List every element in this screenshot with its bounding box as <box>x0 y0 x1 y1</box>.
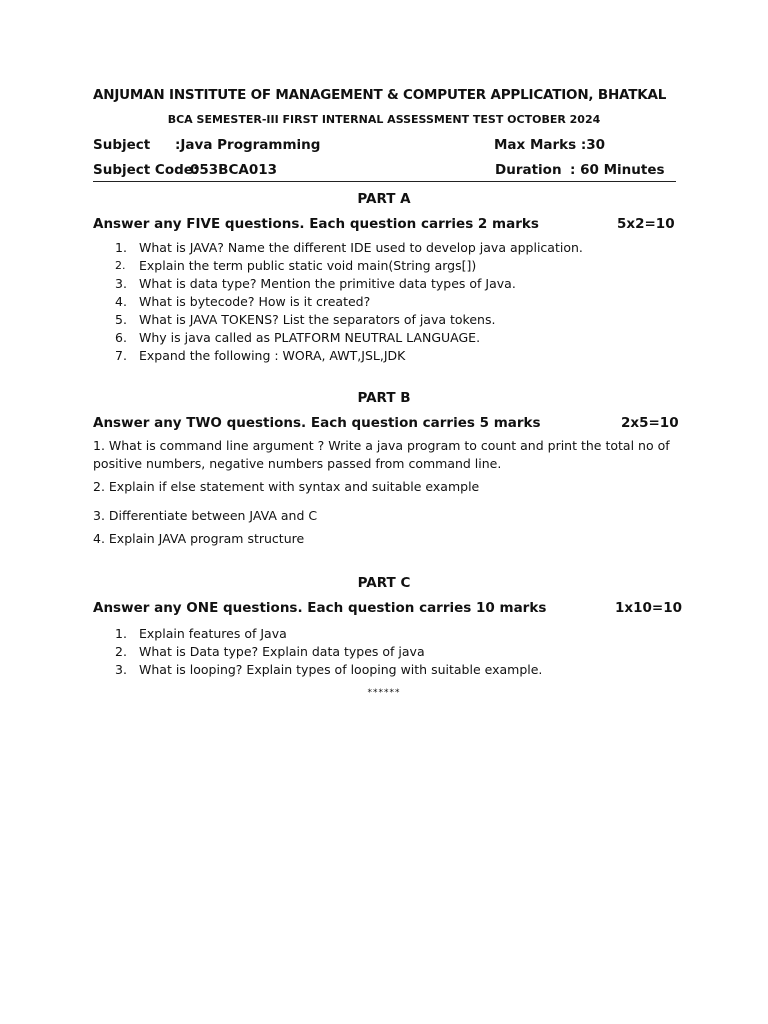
part-b-question-1: 1. What is command line argument ? Write a java program to count and print the total no of positive numbers, negative numbers passed from command line. <box>93 438 670 471</box>
part-b-question-3: 3. Differentiate between JAVA and C <box>93 508 318 523</box>
question-number: 3. <box>115 662 127 677</box>
max-marks: Max Marks :30 <box>494 137 606 153</box>
part-c-heading: PART C <box>357 575 411 591</box>
question-text: What is JAVA? Name the different IDE used to develop java application. <box>139 240 583 255</box>
part-b-marks: 2x5=10 <box>621 415 679 431</box>
part-a-instruction: Answer any FIVE questions. Each question carries 2 marks <box>93 216 539 232</box>
exam-title: BCA SEMESTER-III FIRST INTERNAL ASSESSMENT TEST OCTOBER 2024 <box>167 113 601 126</box>
duration-value: : 60 Minutes <box>570 162 665 178</box>
part-b-question-2: 2. Explain if else statement with syntax and suitable example <box>93 479 480 494</box>
question-number: 1. <box>115 626 127 641</box>
question-text: Expand the following : WORA, AWT,JSL,JDK <box>139 348 406 363</box>
part-b-heading: PART B <box>357 390 411 406</box>
header-divider <box>93 181 676 182</box>
subject-label: Subject <box>93 137 151 153</box>
question-text: What is Data type? Explain data types of java <box>139 644 425 659</box>
part-c-instruction: Answer any ONE questions. Each question carries 10 marks <box>93 600 547 616</box>
question-number: 5. <box>115 312 127 327</box>
part-b-question-4: 4. Explain JAVA program structure <box>93 531 305 546</box>
question-text: Why is java called as PLATFORM NEUTRAL LANGUAGE. <box>139 330 481 345</box>
part-a-marks: 5x2=10 <box>617 216 675 232</box>
question-text: What is bytecode? How is it created? <box>139 294 371 309</box>
question-text: What is JAVA TOKENS? List the separators of java tokens. <box>139 312 496 327</box>
subject-code-label: Subject Code: <box>93 162 199 178</box>
question-number: 6. <box>115 330 127 345</box>
question-text: What is looping? Explain types of looping with suitable example. <box>139 662 543 677</box>
question-number: 1. <box>115 240 127 255</box>
part-b-instruction: Answer any TWO questions. Each question carries 5 marks <box>93 415 541 431</box>
end-marker: ****** <box>367 688 401 698</box>
subject-code-value: 053BCA013 <box>190 162 278 178</box>
question-text: What is data type? Mention the primitive data types of Java. <box>139 276 516 291</box>
question-text: Explain features of Java <box>139 626 287 641</box>
duration-label: Duration <box>495 162 562 178</box>
subject-value: :Java Programming <box>175 137 321 153</box>
question-text: Explain the term public static void main(String args[]) <box>139 258 477 273</box>
question-number: 7. <box>115 348 127 363</box>
institution-title: ANJUMAN INSTITUTE OF MANAGEMENT & COMPUTER APPLICATION, BHATKAL <box>93 87 667 103</box>
question-number: 4. <box>115 294 127 309</box>
question-number: 3. <box>115 276 127 291</box>
part-c-marks: 1x10=10 <box>615 600 682 616</box>
question-number: 2. <box>115 259 126 272</box>
question-number: 2. <box>115 644 127 659</box>
part-a-heading: PART A <box>357 191 411 207</box>
